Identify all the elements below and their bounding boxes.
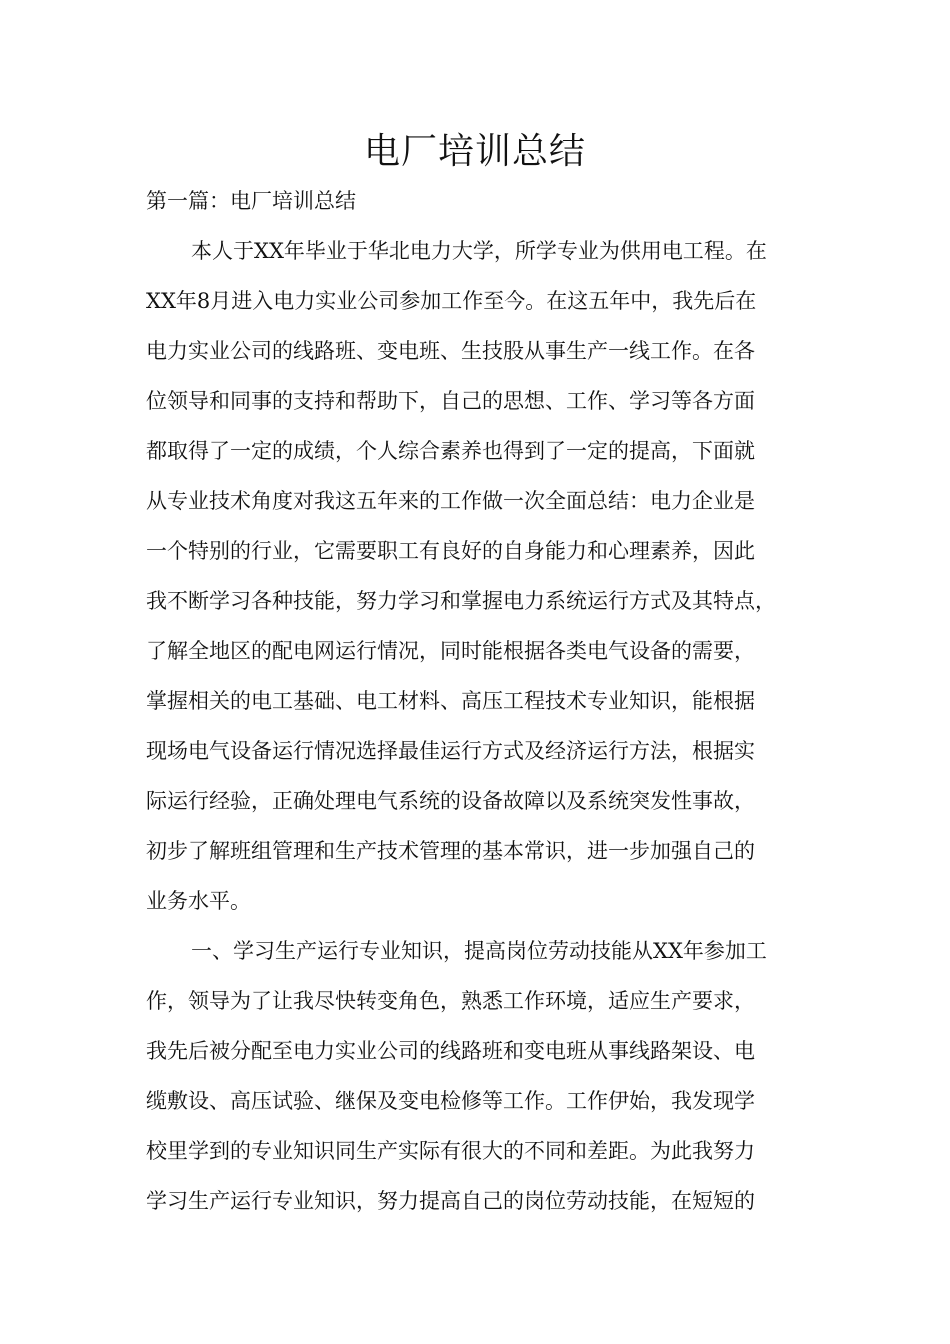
paragraph-line: 作，领导为了让我尽快转变角色，熟悉工作环境，适应生产要求， bbox=[146, 989, 755, 1013]
paragraph-line: 都取得了一定的成绩，个人综合素养也得到了一定的提高，下面就 bbox=[146, 439, 755, 463]
paragraph-line: 掌握相关的电工基础、电工材料、高压工程技术专业知识，能根据 bbox=[146, 689, 755, 713]
document-subtitle: 第一篇：电厂培训总结 bbox=[146, 189, 356, 213]
paragraph-line: 了解全地区的配电网运行情况，同时能根据各类电气设备的需要， bbox=[146, 639, 755, 663]
paragraph-line: 电力实业公司的线路班、变电班、生技股从事生产一线工作。在各 bbox=[146, 339, 755, 363]
paragraph-line: 从专业技术角度对我这五年来的工作做一次全面总结：电力企业是 bbox=[146, 489, 755, 513]
paragraph-line: 校里学到的专业知识同生产实际有很大的不同和差距。为此我努力 bbox=[146, 1139, 755, 1163]
paragraph-line: 我不断学习各种技能，努力学习和掌握电力系统运行方式及其特点， bbox=[146, 589, 776, 613]
paragraph-line: 学习生产运行专业知识，努力提高自己的岗位劳动技能，在短短的 bbox=[146, 1189, 755, 1213]
document-title: 电厂培训总结 bbox=[363, 131, 586, 172]
paragraph-line: 一、学习生产运行专业知识，提高岗位劳动技能从XX年参加工 bbox=[191, 939, 767, 963]
paragraph-line: 初步了解班组管理和生产技术管理的基本常识，进一步加强自己的 bbox=[146, 839, 755, 863]
paragraph-line: 本人于XX年毕业于华北电力大学，所学专业为供用电工程。在 bbox=[191, 239, 767, 263]
paragraph-line: 际运行经验，正确处理电气系统的设备故障以及系统突发性事故， bbox=[146, 789, 755, 813]
paragraph-line: XX年8月进入电力实业公司参加工作至今。在这五年中，我先后在 bbox=[146, 289, 757, 313]
paragraph-line: 位领导和同事的支持和帮助下，自己的思想、工作、学习等各方面 bbox=[146, 389, 755, 413]
paragraph-line: 缆敷设、高压试验、继保及变电检修等工作。工作伊始，我发现学 bbox=[146, 1089, 755, 1113]
paragraph-line: 一个特别的行业，它需要职工有良好的自身能力和心理素养，因此 bbox=[146, 539, 755, 563]
paragraph-line: 业务水平。 bbox=[146, 889, 251, 913]
paragraph-line: 现场电气设备运行情况选择最佳运行方式及经济运行方法，根据实 bbox=[146, 739, 755, 763]
paragraph-line: 我先后被分配至电力实业公司的线路班和变电班从事线路架设、电 bbox=[146, 1039, 755, 1063]
